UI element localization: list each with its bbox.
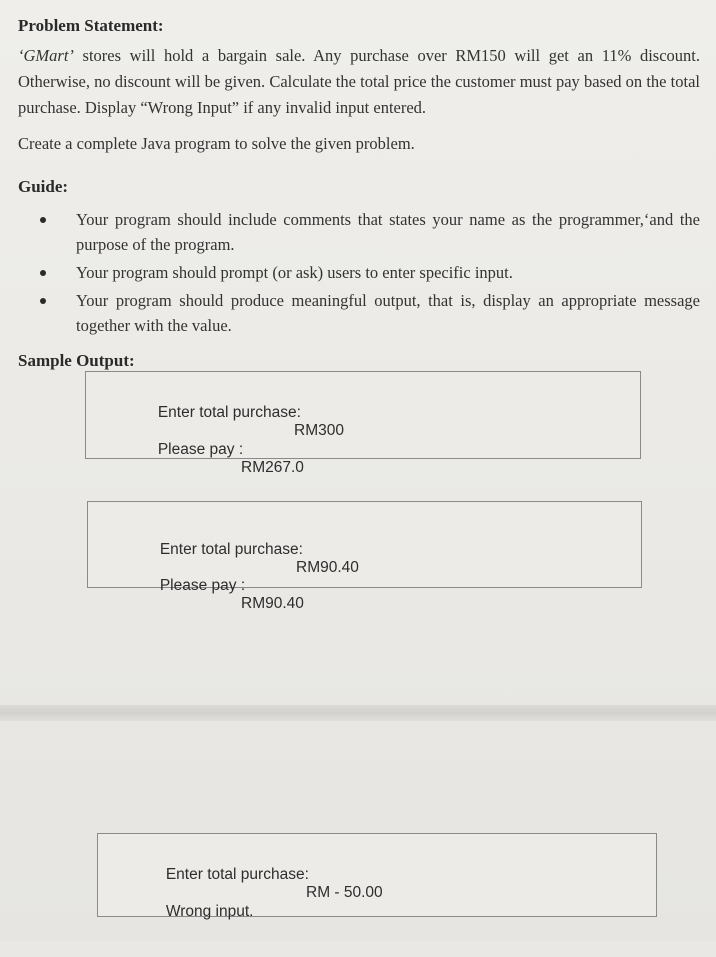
output-label: Please pay : bbox=[157, 441, 244, 458]
sample-output-box bbox=[87, 501, 642, 612]
output-label: Please pay : bbox=[159, 577, 246, 594]
output-label: Wrong input. bbox=[165, 903, 254, 920]
guide-list bbox=[40, 207, 700, 341]
task-paragraph: Create a complete Java program to solve the given problem. bbox=[18, 134, 415, 153]
output-value: RM90.40 bbox=[296, 559, 359, 576]
output-value: RM - 50.00 bbox=[306, 884, 383, 901]
output-value: RM300 bbox=[294, 422, 344, 439]
problem-heading: Problem Statement: bbox=[18, 16, 164, 35]
sample-output-box bbox=[85, 371, 641, 476]
problem-text: stores will hold a bargain sale. Any purchase over RM150 will get an 11% discount. Otherwise, no discount will be given. Calculate the total price the customer must pay based on the total purchase. Display “Wrong Input” if any invalid input entered. bbox=[18, 46, 700, 117]
output-value: RM90.40 bbox=[241, 595, 304, 612]
guide-item: Your program should produce meaningful output, that is, display an appropriate message together with the value. bbox=[40, 288, 700, 338]
bullet-icon bbox=[40, 217, 46, 223]
guide-item: Your program should include comments that states your name as the programmer,‘and the purpose of the program. bbox=[40, 207, 700, 257]
output-line bbox=[134, 559, 304, 631]
output-value: RM267.0 bbox=[241, 459, 304, 476]
bullet-icon bbox=[40, 298, 46, 304]
guide-item: Your program should prompt (or ask) users to enter specific input. bbox=[40, 260, 700, 285]
sample-output-heading: Sample Output: bbox=[18, 351, 135, 370]
page-divider bbox=[0, 705, 716, 721]
problem-paragraph bbox=[18, 43, 700, 121]
output-line bbox=[132, 423, 304, 495]
sample-output-box bbox=[97, 833, 657, 920]
guide-heading: Guide: bbox=[18, 177, 69, 196]
store-name: ‘GMart’ bbox=[18, 46, 74, 65]
bullet-icon bbox=[40, 270, 46, 276]
output-line bbox=[140, 885, 253, 957]
output-label: Enter total purchase: bbox=[157, 404, 301, 421]
output-label: Enter total purchase: bbox=[165, 866, 309, 883]
output-label: Enter total purchase: bbox=[159, 541, 303, 558]
